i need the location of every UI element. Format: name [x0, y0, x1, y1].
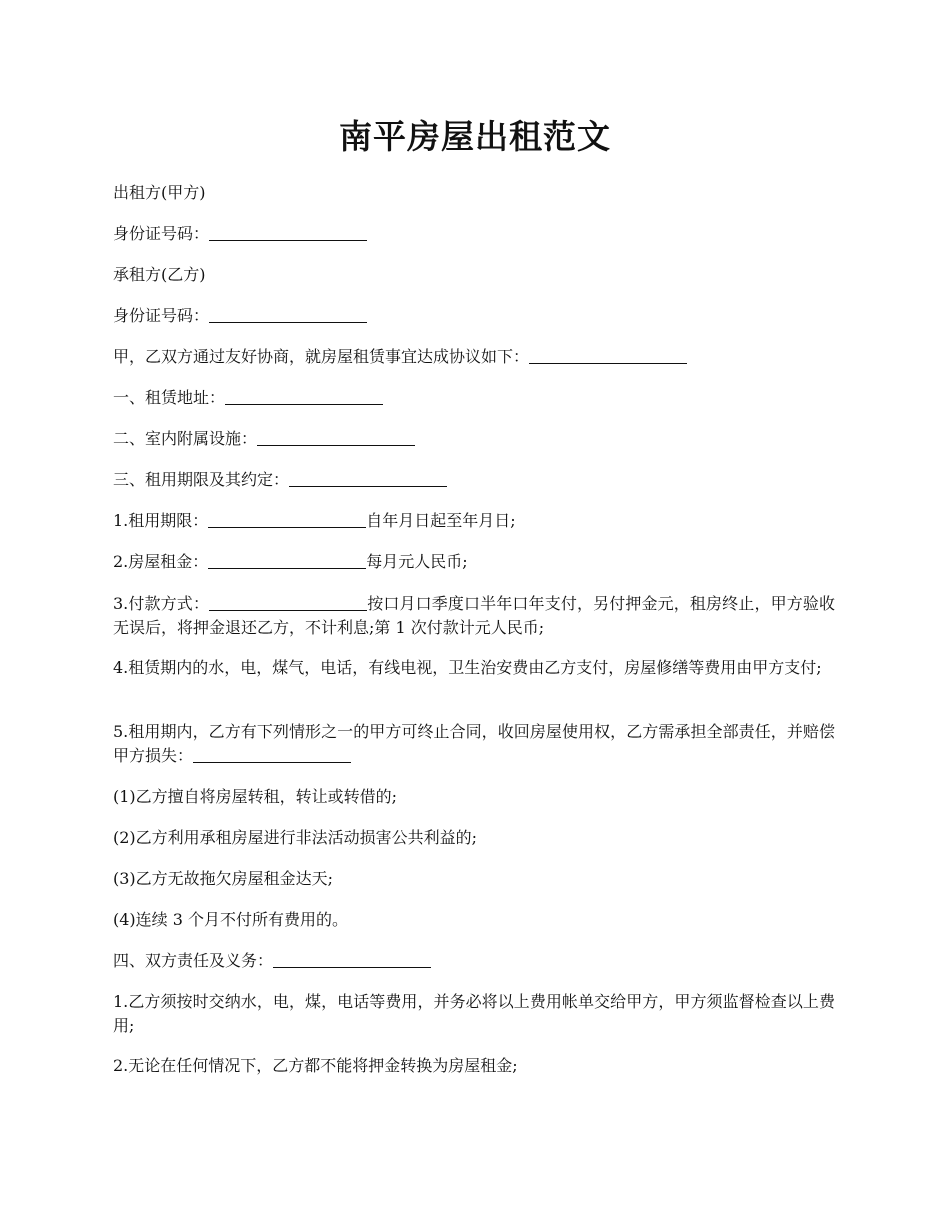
paragraph-text: 3.付款方式：	[113, 594, 210, 613]
fill-blank	[209, 224, 367, 241]
paragraph-payment	[113, 592, 835, 640]
paragraph-tail: 每月元人民币;	[366, 552, 468, 571]
paragraph-text: 2.房屋租金：	[113, 552, 209, 571]
fill-blank	[225, 388, 383, 405]
paragraph-duty-1	[113, 990, 835, 1038]
paragraph-lessor	[113, 181, 835, 205]
paragraph-lease-term	[113, 509, 835, 533]
paragraph-lessee	[113, 263, 835, 287]
fill-blank	[209, 594, 367, 611]
paragraph-text: 二、室内附属设施：	[113, 429, 258, 448]
paragraph-text: 身份证号码：	[113, 224, 210, 243]
paragraph-text: 4.租赁期内的水，电，煤气，电话，有线电视，卫生治安费由乙方支付，房屋修缮等费用由甲方支付;	[113, 658, 822, 677]
fill-blank	[208, 552, 366, 569]
paragraph-section-4	[113, 949, 835, 973]
document-title: 南平房屋出租范文	[339, 117, 611, 156]
paragraph-text: (1)乙方擅自将房屋转租，转让或转借的;	[113, 787, 398, 806]
paragraph-text: (2)乙方利用承租房屋进行非法活动损害公共利益的;	[113, 828, 478, 847]
paragraph-text: (3)乙方无故拖欠房屋租金达天;	[113, 869, 334, 888]
paragraph-clause-2	[113, 826, 835, 850]
paragraph-rent	[113, 550, 835, 574]
fill-blank	[208, 511, 366, 528]
paragraph-text: 三、租用期限及其约定：	[113, 470, 290, 489]
paragraph-text: 1.乙方须按时交纳水，电，煤，电话等费用，并务必将以上费用帐单交给甲方，甲方须监督检查以上费用;	[113, 992, 835, 1035]
paragraph-clause-4	[113, 908, 835, 932]
paragraph-text: 承租方(乙方)	[113, 265, 206, 284]
fill-blank	[209, 306, 367, 323]
paragraph-text: (4)连续 3 个月不付所有费用的。	[113, 910, 349, 929]
paragraph-duty-2	[113, 1054, 835, 1078]
paragraph-termination	[113, 720, 835, 768]
paragraph-tail: 按口月口季度口半年口年支付，另付押金元，租房终止，甲方验收无误后，将押金退还乙方，不计利息;第 1 次付款计元人民币;	[113, 594, 835, 637]
fill-blank	[257, 429, 415, 446]
fill-blank	[193, 746, 351, 763]
paragraph-lessor-id	[113, 222, 835, 246]
fill-blank	[273, 951, 431, 968]
paragraph-tail: 自年月日起至年月日;	[366, 511, 516, 530]
paragraph-text: 5.租用期内，乙方有下列情形之一的甲方可终止合同，收回房屋使用权，乙方需承担全部责任，并赔偿甲方损失：	[113, 722, 835, 765]
paragraph-section-3	[113, 468, 835, 492]
fill-blank	[529, 347, 687, 364]
paragraph-utilities	[113, 656, 835, 680]
paragraph-lessee-id	[113, 304, 835, 328]
paragraph-text: 一、租赁地址：	[113, 388, 226, 407]
paragraph-clause-3	[113, 867, 835, 891]
paragraph-clause-1	[113, 785, 835, 809]
paragraph-text: 甲，乙双方通过友好协商，就房屋租赁事宜达成协议如下：	[113, 347, 530, 366]
paragraph-section-2	[113, 427, 835, 451]
paragraph-agreement	[113, 345, 835, 369]
paragraph-text: 出租方(甲方)	[113, 183, 206, 202]
paragraph-text: 2.无论在任何情况下，乙方都不能将押金转换为房屋租金;	[113, 1056, 518, 1075]
paragraph-text: 四、双方责任及义务：	[113, 951, 274, 970]
paragraph-text: 1.租用期限：	[113, 511, 209, 530]
paragraph-section-1	[113, 386, 835, 410]
fill-blank	[289, 470, 447, 487]
paragraph-text: 身份证号码：	[113, 306, 210, 325]
